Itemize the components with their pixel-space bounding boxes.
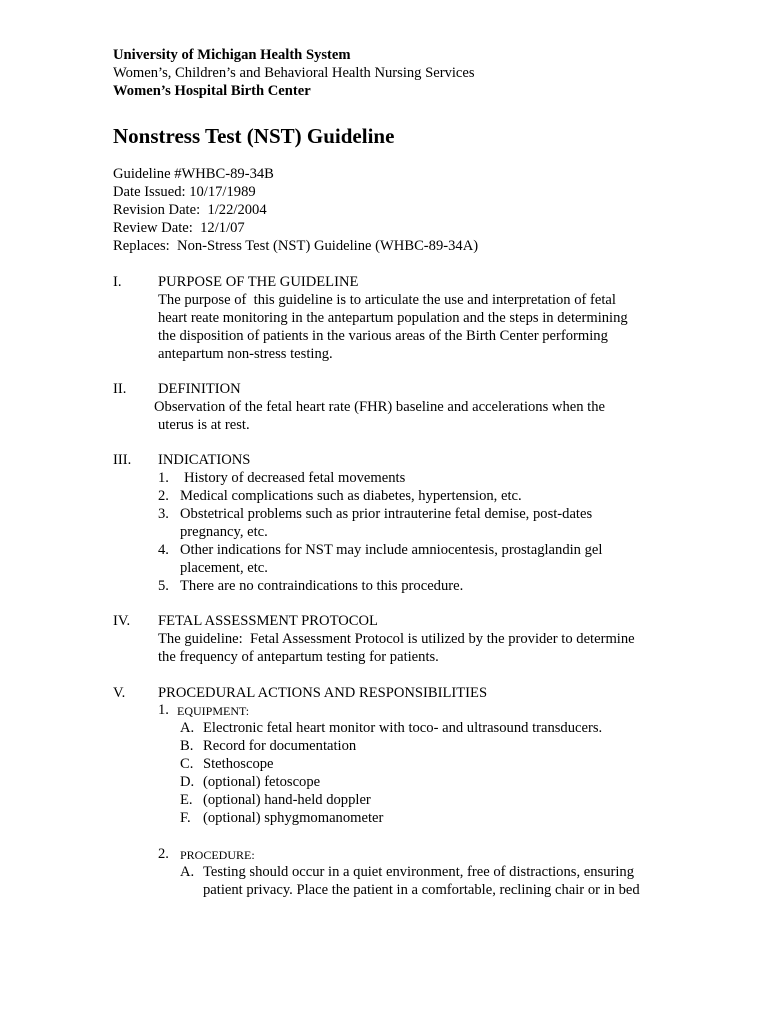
body-line: antepartum non-stress testing. [158, 346, 333, 362]
list-item: History of decreased fetal movements [184, 470, 406, 486]
document-title: Nonstress Test (NST) Guideline [113, 124, 395, 148]
section-number: III. [113, 452, 132, 468]
list-item: Obstetrical problems such as prior intrauterine fetal demise, post-dates [180, 506, 593, 522]
list-letter: A. [180, 720, 195, 736]
equipment-item: (optional) fetoscope [203, 774, 321, 790]
section-heading-indications: INDICATIONS [158, 452, 251, 468]
body-line: The purpose of this guideline is to articulate the use and interpretation of fetal [158, 292, 616, 308]
guideline-number: Guideline #WHBC-89-34B [113, 166, 274, 182]
list-number: 3. [158, 506, 169, 522]
equipment-item: Electronic fetal heart monitor with toco- and ultrasound transducers. [203, 720, 603, 736]
section-heading-purpose: PURPOSE OF THE GUIDELINE [158, 274, 359, 290]
subsection-number: 2. [158, 846, 169, 862]
replaces: Replaces: Non-Stress Test (NST) Guideline (WHBC-89-34A) [113, 238, 479, 254]
section-number: I. [113, 274, 122, 290]
review-date: Review Date: 12/1/07 [113, 220, 245, 236]
list-item: There are no contraindications to this procedure. [180, 578, 464, 594]
body-line: Observation of the fetal heart rate (FHR) baseline and accelerations when the [154, 399, 606, 415]
revision-date: Revision Date: 1/22/2004 [113, 202, 267, 218]
section-number: IV. [113, 613, 131, 629]
section-number: V. [113, 685, 126, 701]
body-line: the frequency of antepartum testing for patients. [158, 649, 439, 665]
section-heading-definition: DEFINITION [158, 381, 241, 397]
procedure-label: PROCEDURE: [180, 848, 255, 862]
equipment-item: (optional) hand-held doppler [203, 792, 371, 808]
body-line: The guideline: Fetal Assessment Protocol is utilized by the provider to determine [158, 631, 635, 647]
list-item: Medical complications such as diabetes, hypertension, etc. [180, 488, 522, 504]
equipment-item: (optional) sphygmomanometer [203, 810, 384, 826]
procedure-item: Testing should occur in a quiet environment, free of distractions, ensuring [203, 864, 635, 880]
list-letter: E. [180, 792, 193, 808]
list-number: 2. [158, 488, 169, 504]
section-heading-procedural-actions: PROCEDURAL ACTIONS AND RESPONSIBILITIES [158, 685, 488, 701]
list-letter: B. [180, 738, 194, 754]
list-number: 5. [158, 578, 169, 594]
list-item-continued: placement, etc. [180, 560, 268, 576]
equipment-item: Stethoscope [203, 756, 274, 772]
list-letter: D. [180, 774, 195, 790]
org-name: University of Michigan Health System [113, 47, 351, 63]
list-number: 1. [158, 470, 169, 486]
subsection-number: 1. [158, 702, 169, 718]
equipment-label: EQUIPMENT: [177, 704, 250, 718]
list-number: 4. [158, 542, 169, 558]
body-line: heart reate monitoring in the antepartum population and the steps in determining [158, 310, 628, 326]
procedure-item-continued: patient privacy. Place the patient in a comfortable, reclining chair or in bed [203, 882, 640, 898]
section-number: II. [113, 381, 127, 397]
list-letter: A. [180, 864, 195, 880]
unit-name: Women’s Hospital Birth Center [113, 83, 311, 99]
body-line: uterus is at rest. [158, 417, 250, 433]
equipment-item: Record for documentation [203, 738, 357, 754]
department-name: Women’s, Children’s and Behavioral Health Nursing Services [113, 65, 475, 81]
body-line: the disposition of patients in the various areas of the Birth Center performing [158, 328, 608, 344]
list-item-continued: pregnancy, etc. [180, 524, 268, 540]
list-letter: F. [180, 810, 191, 826]
list-item: Other indications for NST may include amniocentesis, prostaglandin gel [180, 542, 603, 558]
list-letter: C. [180, 756, 194, 772]
date-issued: Date Issued: 10/17/1989 [113, 184, 256, 200]
section-heading-fetal-assessment: FETAL ASSESSMENT PROTOCOL [158, 613, 378, 629]
